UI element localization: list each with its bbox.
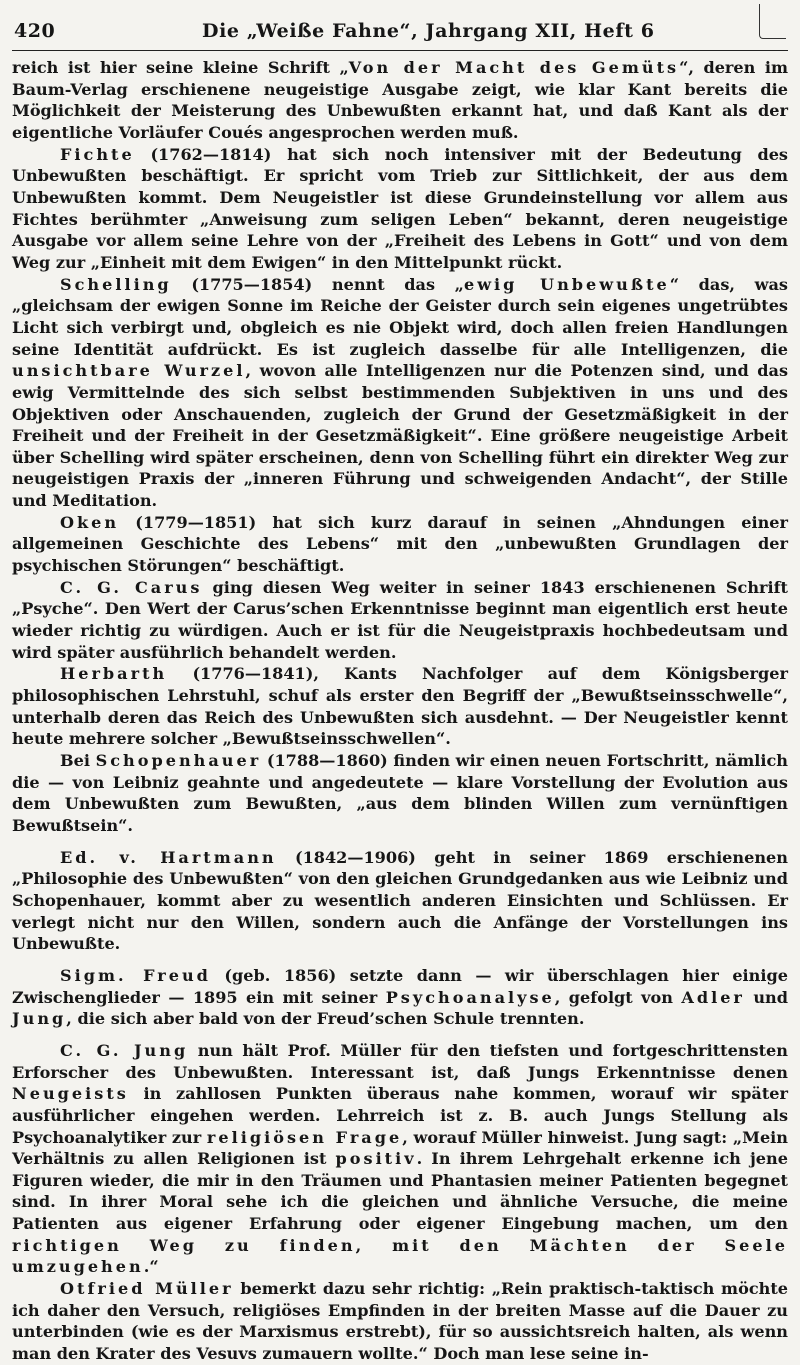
paragraph	[12, 1278, 788, 1365]
paragraph	[12, 750, 788, 837]
text-run: bemerkt dazu sehr richtig: „Rein praktisch-taktisch möchte ich daher den Versuch, religiöses Empfinden in der breiten Masse auf die Dauer zu unterbinden (wie es der Marxismus erstrebt), für so aussichtsreich halten, als wenn man den Krater des Vesuvs zumauern wollte.“ Doch man lese seine in-	[12, 1279, 788, 1364]
paragraph	[12, 274, 788, 512]
spaced-emphasis: Otfried Müller	[60, 1279, 234, 1299]
paragraph	[12, 965, 788, 1030]
spaced-emphasis: Jung	[12, 1009, 67, 1029]
running-title: Die „Weiße Fahne“, Jahrgang XII, Heft 6	[202, 20, 655, 42]
spaced-emphasis: Fichte	[60, 144, 135, 164]
text-run: , wovon alle Intelligenzen nur die Potenzen sind, und das ewig Vermittelnde des sich selbst bestimmenden Subjektiven in uns und des Objektiven oder Anschauenden, zugleich der Grund der Gesetzmäßigkeit in der Freiheit und der Freiheit in der Gesetzmäßigkeit“. Eine größere neugeistige Arbeit über Schelling wird später erscheinen, denn von Schelling führt ein direkter Weg zur neugeistigen Praxis der „inneren Führung und schweigenden Andacht“, der Stille und Meditation.	[12, 361, 789, 511]
spaced-emphasis: C. G. Carus	[60, 577, 203, 597]
text-run: (geb. 1856) setzte dann — wir überschlagen hier einige Zwischenglieder — 1895 ein mit seiner	[12, 965, 788, 1007]
text-run: (1775—1854) nennt das „	[171, 274, 464, 294]
spaced-emphasis: C. G. Jung	[60, 1040, 189, 1060]
paragraph	[12, 144, 788, 274]
spaced-emphasis: richtigen Weg zu finden, mit den Mächten der Seele umzugehen	[12, 1235, 788, 1277]
spaced-emphasis: religiösen Frage	[206, 1127, 403, 1147]
spaced-emphasis: positiv	[335, 1149, 417, 1169]
page-number: 420	[14, 20, 56, 42]
text-run: .“	[143, 1257, 159, 1277]
text-run: , worauf Müller hinweist. Jung sagt: „Mein Verhältnis zu allen Religionen ist	[12, 1127, 788, 1169]
spaced-emphasis: ewig Unbewußte	[463, 274, 670, 294]
text-run: nun hält Prof. Müller für den tiefsten und fortgeschrittensten Erforscher des Unbewußten. Interessant ist, daß Jungs Erkenntnisse denen	[12, 1040, 788, 1082]
spaced-emphasis: Ed. v. Hartmann	[60, 847, 277, 867]
paragraph	[12, 57, 788, 144]
spaced-emphasis: Sigm. Freud	[60, 965, 211, 985]
page-header	[12, 20, 788, 51]
spaced-emphasis: Oken	[60, 512, 120, 532]
text-run: , die sich aber bald von der Freud’schen Schule trennten.	[66, 1009, 585, 1029]
spaced-emphasis: Von der Macht des Gemüts	[348, 58, 680, 77]
paragraph	[12, 512, 788, 577]
text-run: in zahllosen Punkten überaus nahe kommen, worauf wir später ausführlicher eingehen werden. Lehrreich ist z. B. auch Jungs Stellung als Psychoanalytiker zur	[12, 1084, 788, 1147]
spaced-emphasis: Adler	[681, 987, 745, 1007]
text-run: und	[744, 987, 788, 1007]
text-run: reich ist hier seine kleine Schrift „	[12, 58, 349, 77]
spaced-emphasis: unsichtbare Wurzel	[12, 361, 246, 381]
text-run: “ das, was „gleichsam der ewigen Sonne im Reiche der Geister durch sein eigenes ungetrübtes Licht sich verbirgt und, obgleich es nie Objekt wird, doch allen freien Handlungen seine Identität aufdrückt. Es ist zugleich dasselbe für alle Intelligenzen, die	[12, 274, 788, 359]
text-run: . In ihrem Lehrgehalt erkenne ich jene Figuren wieder, die mir in den Träumen und Phantasien meiner Patienten begegnet sind. In ihrer Moral sehe ich die gleichen und ähnliche Versuche, die meine Patienten aus eigener Erfahrung oder eigener Eingebung machen, um den	[12, 1149, 788, 1234]
paragraph	[12, 577, 788, 664]
paragraph	[12, 847, 788, 955]
text-run: (1762—1814) hat sich noch intensiver mit der Bedeutung des Unbewußten beschäftigt. Er spricht vom Trieb zur Sittlichkeit, der aus dem Unbewußten kommt. Dem Neugeistler ist diese Grundeinstellung vor allem aus Fichtes berühmter „Anweisung zum seligen Leben“ bekannt, deren neugeistige Ausgabe vor allem seine Lehre von der „Freiheit des Lebens in Gott“ und von dem Weg zur „Einheit mit dem Ewigen“ in den Mittelpunkt rückt.	[12, 144, 788, 272]
text-run: (1788—1860) finden wir einen neuen Fortschritt, nämlich die — von Leibniz geahnte und angedeutete — klare Vorstellung der Evolution aus dem Unbewußten zum Bewußten, „aus dem blinden Willen zum vernünftigen Bewußtsein“.	[12, 751, 788, 835]
corner-mark	[759, 4, 786, 39]
text-run: , gefolgt von	[554, 987, 682, 1007]
text-run: (1779—1851) hat sich kurz darauf in seinen „Ahndungen einer allgemeinen Geschichte des Lebens“ mit den „unbewußten Grundlagen der psychischen Störungen“ beschäftigt.	[12, 512, 788, 576]
text-run: Bei	[60, 751, 96, 770]
spaced-emphasis: Psychoanalyse	[385, 987, 555, 1007]
paragraph	[12, 1040, 788, 1278]
spaced-emphasis: Schelling	[60, 274, 172, 294]
spaced-emphasis: Herbarth	[60, 664, 168, 684]
text-run: “, deren im Baum-Verlag erschienene neugeistige Ausgabe zeigt, wie klar Kant bereits die Möglichkeit der Meisterung des Unbewußten erkannt hat, und daß Kant als der eigentliche Vorläufer Coués angesprochen werden muß.	[12, 58, 788, 142]
text-run: (1842—1906) geht in seiner 1869 erschienenen „Philosophie des Unbewußten“ von den gleichen Grundgedanken aus wie Leibniz und Schopenhauer, kommt aber zu wesentlich anderen Einsichten und Schlüssen. Er verlegt nicht nur den Willen, sondern auch die Anfänge der Vorstellungen ins Unbewußte.	[12, 847, 788, 954]
spaced-emphasis: Neugeists	[12, 1084, 129, 1104]
text-run: (1776—1841), Kants Nachfolger auf dem Königsberger philosophischen Lehrstuhl, schuf als erster den Begriff der „Bewußtseinsschwelle“, unterhalb deren das Reich des Unbewußten sich ausdehnt. — Der Neugeistler kennt heute mehrere solcher „Bewußtseinsschwellen“.	[12, 664, 788, 749]
paragraph	[12, 663, 788, 750]
spaced-emphasis: Schopenhauer	[95, 751, 262, 770]
text-run: ging diesen Weg weiter in seiner 1843 erschienenen Schrift „Psyche“. Den Wert der Carus’schen Erkenntnisse beginnt man eigentlich erst heute wieder richtig zu würdigen. Auch er ist für die Neugeistpraxis hochbedeutsam und wird später ausführlich behandelt werden.	[12, 577, 788, 662]
article-body	[12, 57, 788, 1365]
